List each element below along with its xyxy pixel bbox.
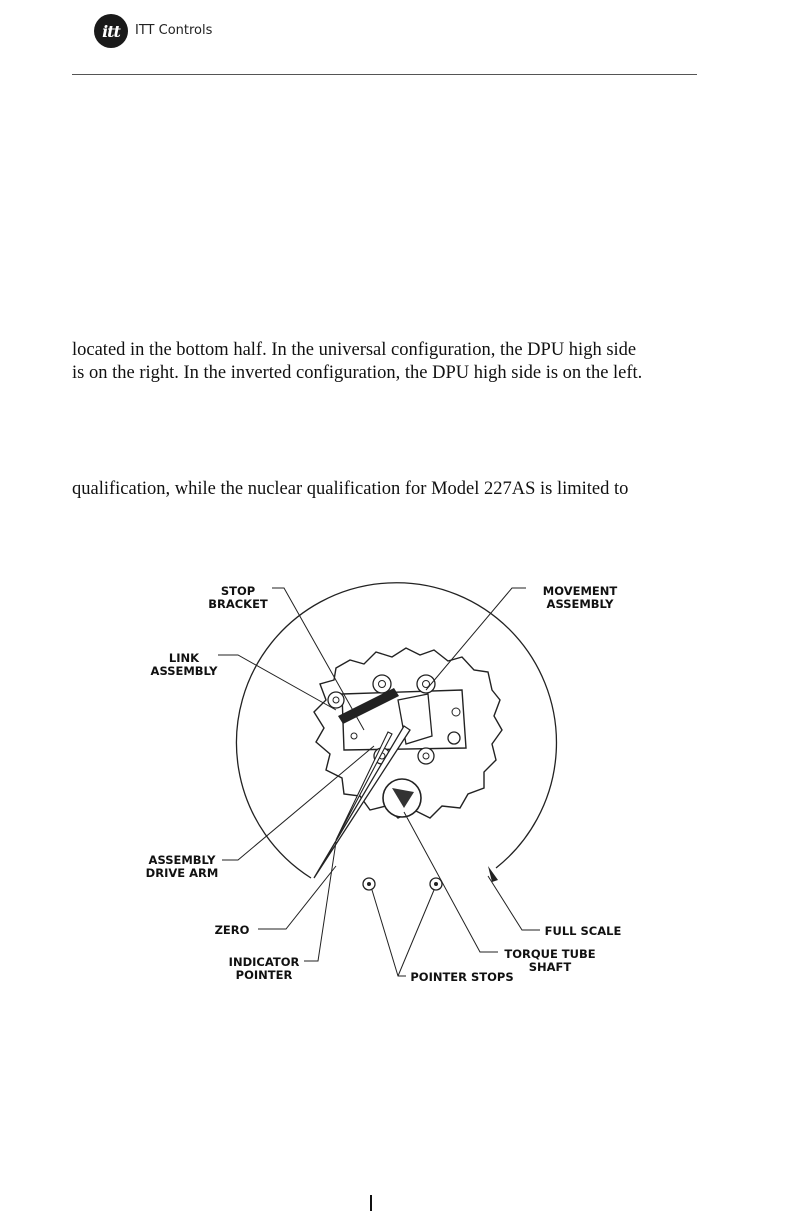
label-indicator-pointer: POINTER [235, 968, 293, 982]
boss [418, 748, 434, 764]
label-zero: ZERO [214, 923, 250, 937]
label-movement-assembly: MOVEMENT [542, 584, 618, 598]
label-full-scale: FULL SCALE [544, 924, 622, 938]
boss [417, 675, 435, 693]
label-assembly-drive-arm: ASSEMBLY [148, 853, 216, 867]
label-movement-assembly: ASSEMBLY [546, 597, 614, 611]
header-divider [72, 74, 697, 75]
boss [373, 675, 391, 693]
logo-mark: itt [102, 21, 120, 41]
boss [328, 692, 344, 708]
paragraph-line: is on the right. In the inverted configuration, the DPU high side is on the left. [72, 363, 643, 383]
label-link-assembly: ASSEMBLY [150, 664, 218, 678]
indicator-diagram-svg [136, 560, 656, 1000]
label-assembly-drive-arm: DRIVE ARM [145, 866, 219, 880]
page-marker [370, 1195, 372, 1211]
paragraph-line: qualification, while the nuclear qualification for Model 227AS is limited to [72, 479, 629, 499]
company-logo [94, 14, 128, 48]
paragraph-configuration [72, 339, 642, 385]
paragraph-qualification [72, 478, 628, 501]
label-stop-bracket: BRACKET [208, 597, 268, 611]
company-name: ITT Controls [135, 23, 213, 38]
label-torque-tube-shaft: TORQUE TUBE [504, 947, 596, 961]
label-torque-tube-shaft: SHAFT [528, 960, 572, 974]
label-indicator-pointer: INDICATOR [228, 955, 300, 969]
indicator-diagram [136, 560, 656, 1000]
boss [448, 732, 460, 744]
paragraph-line: located in the bottom half. In the universal configuration, the DPU high side [72, 340, 637, 360]
label-link-assembly: LINK [168, 651, 200, 665]
label-pointer-stops: POINTER STOPS [410, 970, 514, 984]
label-stop-bracket: STOP [220, 584, 256, 598]
